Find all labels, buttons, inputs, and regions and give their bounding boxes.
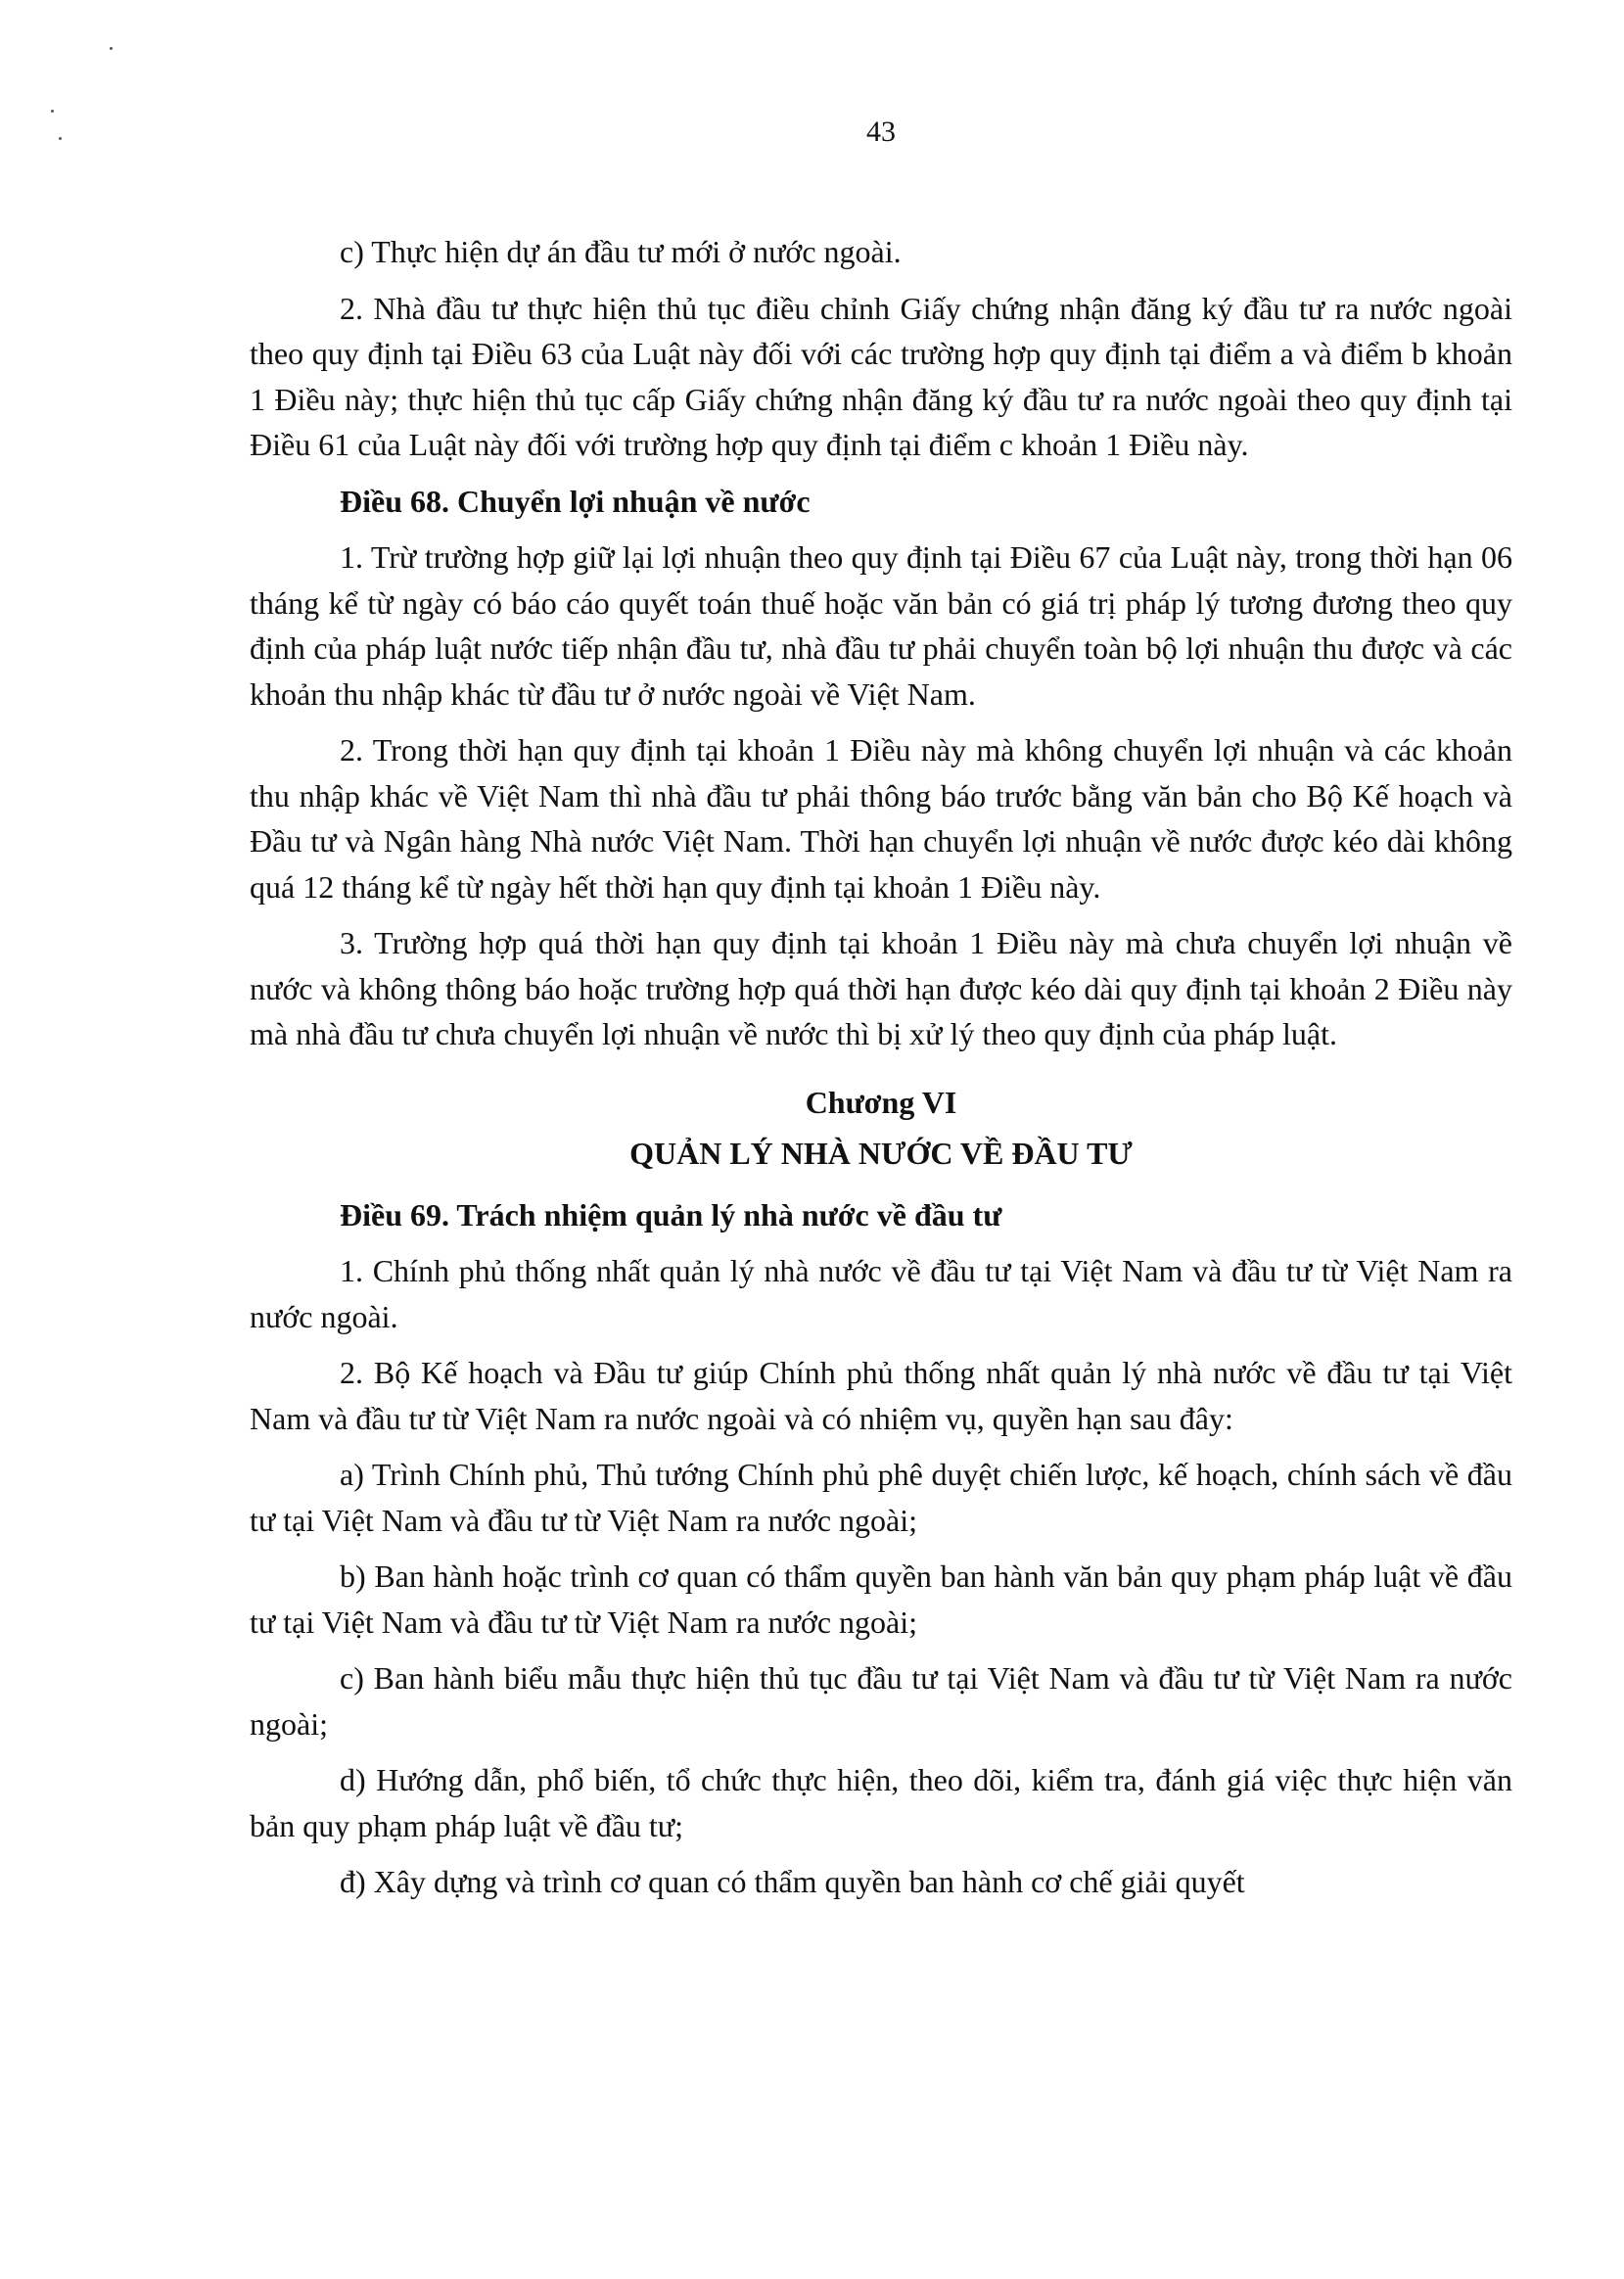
article-68-clause-3: 3. Trường hợp quá thời hạn quy định tại khoản 1 Điều này mà chưa chuyển lợi nhuận về nước và không thông báo hoặc trường hợp quá thời hạn được kéo dài quy định tại khoản 2 Điều này mà nhà đầu tư chưa chuyển lợi nhuận về nước thì bị xử lý theo quy định của pháp luật. bbox=[250, 925, 1512, 1051]
clause-c: c) Thực hiện dự án đầu tư mới ở nước ngoài. bbox=[340, 234, 902, 269]
article-69-point-c: c) Ban hành biểu mẫu thực hiện thủ tục đầu tư tại Việt Nam và đầu tư từ Việt Nam ra nước ngoài; bbox=[250, 1660, 1512, 1742]
article-69-point-dd: đ) Xây dựng và trình cơ quan có thẩm quyền ban hành cơ chế giải quyết bbox=[340, 1864, 1245, 1899]
article-68-clause-2: 2. Trong thời hạn quy định tại khoản 1 Điều này mà không chuyển lợi nhuận và các khoản thu nhập khác về Việt Nam thì nhà đầu tư phải thông báo trước bằng văn bản cho Bộ Kế hoạch và Đầu tư và Ngân hàng Nhà nước Việt Nam. Thời hạn chuyển lợi nhuận về nước được kéo dài không quá 12 tháng kể từ ngày hết thời hạn quy định tại khoản 1 Điều này. bbox=[250, 732, 1512, 905]
article-69-point-b: b) Ban hành hoặc trình cơ quan có thẩm quyền ban hành văn bản quy phạm pháp luật về đầu tư tại Việt Nam và đầu tư từ Việt Nam ra nước ngoài; bbox=[250, 1558, 1512, 1640]
clause-2: 2. Nhà đầu tư thực hiện thủ tục điều chỉnh Giấy chứng nhận đăng ký đầu tư ra nước ngoài theo quy định tại Điều 63 của Luật này đối với các trường hợp quy định tại điểm a và điểm b khoản 1 Điều này; thực hiện thủ tục cấp Giấy chứng nhận đăng ký đầu tư ra nước ngoài theo quy định tại Điều 61 của Luật này đối với trường hợp quy định tại điểm c khoản 1 Điều này. bbox=[250, 290, 1512, 462]
scan-speck bbox=[59, 137, 62, 140]
article-68-heading: Điều 68. Chuyển lợi nhuận về nước bbox=[340, 483, 811, 519]
article-69-point-d: d) Hướng dẫn, phổ biến, tổ chức thực hiện, theo dõi, kiểm tra, đánh giá việc thực hiện văn bản quy phạm pháp luật về đầu tư; bbox=[250, 1762, 1512, 1843]
article-69-heading: Điều 69. Trách nhiệm quản lý nhà nước về đầu tư bbox=[340, 1196, 1002, 1233]
page-number: 43 bbox=[866, 117, 896, 148]
article-69-point-a: a) Trình Chính phủ, Thủ tướng Chính phủ phê duyệt chiến lược, kế hoạch, chính sách về đầu tư tại Việt Nam và đầu tư từ Việt Nam ra nước ngoài; bbox=[250, 1457, 1512, 1538]
chapter-title: QUẢN LÝ NHÀ NƯỚC VỀ ĐẦU TƯ bbox=[629, 1135, 1133, 1171]
document-page bbox=[250, 117, 1512, 2271]
chapter-number: Chương VI bbox=[805, 1084, 957, 1120]
scan-speck bbox=[110, 47, 113, 50]
article-69-clause-2: 2. Bộ Kế hoạch và Đầu tư giúp Chính phủ thống nhất quản lý nhà nước về đầu tư tại Việt Nam và đầu tư từ Việt Nam ra nước ngoài và có nhiệm vụ, quyền hạn sau đây: bbox=[250, 1355, 1512, 1436]
document-body bbox=[250, 229, 1512, 1905]
article-68-clause-1: 1. Trừ trường hợp giữ lại lợi nhuận theo quy định tại Điều 67 của Luật này, trong thời hạn 06 tháng kể từ ngày có báo cáo quyết toán thuế hoặc văn bản có giá trị pháp lý tương đương theo quy định của pháp luật nước tiếp nhận đầu tư, nhà đầu tư phải chuyển toàn bộ lợi nhuận thu được và các khoản thu nhập khác từ đầu tư ở nước ngoài về Việt Nam. bbox=[250, 539, 1512, 712]
article-69-clause-1: 1. Chính phủ thống nhất quản lý nhà nước về đầu tư tại Việt Nam và đầu tư từ Việt Nam ra nước ngoài. bbox=[250, 1253, 1512, 1334]
scan-speck bbox=[51, 110, 54, 113]
